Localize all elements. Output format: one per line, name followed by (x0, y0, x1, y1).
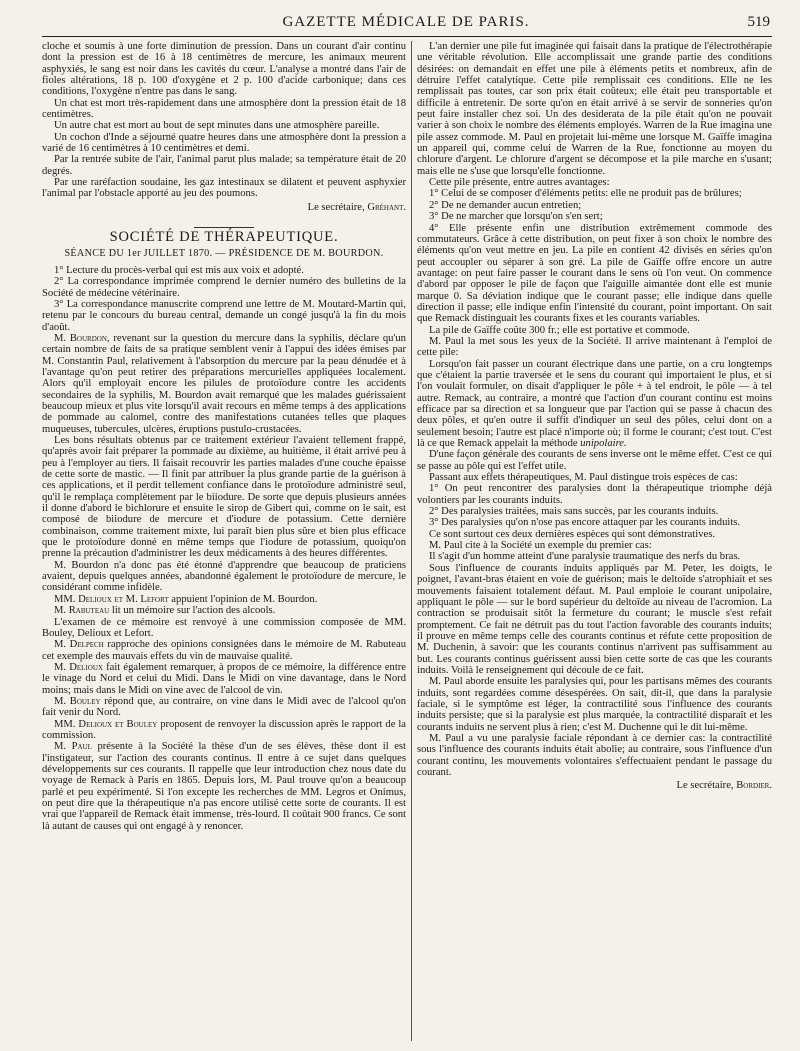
paragraph (42, 696, 406, 719)
speaker-name: M. Delioux (54, 661, 103, 673)
signature-prefix: Le secrétaire, (307, 201, 365, 213)
paragraph (42, 639, 406, 662)
list-item: 3° De ne marcher que lorsqu'on s'en sert; (429, 211, 603, 223)
paragraph-text: présente à la Société la thèse d'un de ses élèves, thèse dont il est l'instigateur, sur l'action des courants continus. Il entre à ce sujet dans quelques développements sur ces courants. Il rappelle que leur introduction chez nous date du voyage de Remack à Paris en 1865. Depuis lors, M. Paul trouve qu'on a beaucoup parlé et peu expérimenté. Si l'on excepte les recherches de MM. Legros et Onimus, on peut dire que la thérapeutique n'a pas encore utilisé cette sorte de courants. Il est vrai que l'appareil de Remack était immense, très-lourd. Il coûtait 900 francs. Ce sont là autant de causes qui ont engagé à y renoncer. (42, 741, 406, 832)
signature-prefix: Le secrétaire, (676, 780, 734, 792)
speaker-name: M. Bourdon, (54, 332, 110, 344)
list-item: 1° Celui de se composer d'éléments petits: elle ne produit pas de brûlures; (429, 188, 742, 200)
paragraph: M. Paul la met sous les yeux de la Société. Il arrive maintenant à l'emploi de cette pile: (417, 335, 772, 359)
paragraph: L'an dernier une pile fut imaginée qui faisait dans la pratique de l'électrothérapie une véritable révolution. Elle accomplissait une grande partie des conditions désirées: on demandait en effet une pile à éléments petits et nombreux, afin de détruire l'effet catalytique. Cette pile remplissait ces conditions. Elle ne les remplissait pas toutes, car son prix était coûteux; elle était peu transportable et difficile à entretenir. De sorte qu'on en était arrivé à se servir de sonneries qu'on peut faire installer chez soi. Un des desiderata de la pile était qu'on ne pouvait varier à son choix le nombre des éléments employés. Warren de la Rue imagina une pile assez commode. M. Paul en projetait lui-même une lorsque M. Gaïffe imagina un appareil qui, comme celui de Warren de la Rue, fonctionne au moyen du chlorure d'argent. Le chlorure d'argent se décompose et la pile marche en s'usant; mais elle ne s'use que lorsqu'elle fonctionne. (417, 41, 772, 177)
paragraph: La pile de Gaïffe coûte 300 fr.; elle est portative et commode. (429, 324, 690, 336)
page-header (42, 10, 770, 34)
paragraph (42, 662, 406, 696)
paragraph: Il s'agit d'un homme atteint d'une paralysie traumatique des nerfs du bras. (429, 551, 741, 563)
emphasis: unipolaire. (580, 438, 627, 450)
paragraph-text: lit un mémoire sur l'action des alcools. (109, 605, 276, 617)
paragraph (42, 741, 406, 832)
paragraph: M. Paul a vu une paralysie faciale répondant à ce dernier cas: la contractilité sous l'influence des courants induits était abolie; au contraire, sous l'influence d'un courant continu, les mouvements volontaires s'effectuaient pendant le passage du courant. (417, 732, 772, 778)
paragraph: Par une raréfaction soudaine, les gaz intestinaux se dilatent et peuvent asphyxier l'animal par l'obstacle apporté au jeu des poumons. (42, 177, 406, 200)
speaker-name: M. Bouley (54, 695, 101, 707)
paragraph (42, 605, 406, 616)
paragraph: Par la rentrée subite de l'air, l'animal parut plus malade; sa température était de 20 degrés. (42, 154, 406, 177)
list-item: 1° On peut rencontrer des paralysies dont la thérapeutique triomphe déjà volontiers par les courants induits. (417, 483, 772, 506)
paragraph-text: fait également remarquer, à propos de ce mémoire, la différence entre le vinage du Nord et celui du Midi. Dans le Midi on vine davantage, dans le Nord moins; mais dans le Midi on vine avec de l'alcool de vin. (42, 661, 406, 696)
left-column (42, 41, 406, 1047)
paragraph: L'examen de ce mémoire est renvoyé à une commission composée de MM. Bouley, Delioux et Lefort. (42, 616, 406, 639)
paragraph: Passant aux effets thérapeutiques, M. Paul distingue trois espèces de cas: (429, 472, 738, 484)
paragraph-text: Lorsqu'on fait passer un courant électrique dans une partie, on a cru longtemps que c'étaient la partie traversée et le sens du courant qui importaient le plus, et si l'on voulait formuler, on disait d'appliquer le pôle + à tel endroit, le pôle — à tel autre. Remack, au contraire, a montré que l'action d'un courant continu est moins efficace par sa direction et sa longueur que par l'action qui se passe à chacun des deux pôles, et qu'en outre il suffit d'indiquer un seul des pôles, celui dont on a seulement besoin; l'autre est placé n'importe où; il forme le courant; c'est tout. C'est là ce que Remack appelait la méthode (417, 358, 772, 450)
speaker-name: MM. Delioux et M. Lefort (54, 593, 169, 605)
paragraph-text: rapproche des opinions consignées dans le mémoire de M. Rabuteau cet exemple des mauvais effets du vin de mauvaise qualité. (42, 639, 406, 662)
session-heading: SÉANCE DU 1er JUILLET 1870. — PRÉSIDENCE DE M. BOURDON. (64, 247, 384, 259)
section-title: SOCIÉTÉ DE THÉRAPEUTIQUE. (109, 229, 339, 246)
signature (417, 780, 772, 791)
paragraph: Ce sont surtout ces deux dernières espèces qui sont démonstratives. (429, 528, 715, 540)
paragraph: M. Paul aborde ensuite les paralysies qui, pour les partisans mêmes des courants induits, sont regardées comme désespérées. On sait, dit-il, que dans la paralysie faciale, si le symptôme est léger, la contractilité sous l'influence des courants induits persiste; que si la paralysie est plus marquée, la contractilité disparaît et les courants induits ne servent plus à rien; c'est M. Duchenne qui le dit lui-même. (417, 676, 772, 733)
paragraph (417, 359, 772, 450)
speaker-name: MM. Delioux et Bouley (54, 718, 158, 730)
agenda-item: 3° La correspondance manuscrite comprend une lettre de M. Moutard-Martin qui, retenu par le concours du bureau central, demande un congé jusqu'à la fin du mois d'août. (42, 298, 406, 333)
speaker-name: M. Paul (54, 741, 92, 753)
paragraph: Un cochon d'Inde a séjourné quatre heures dans une atmosphère dont la pression a varié de 16 centimètres à 10 centimètres et demi. (42, 131, 406, 155)
signature-name: Bordier. (736, 780, 772, 792)
paragraph (42, 719, 406, 742)
list-item: 2° De ne demander aucun entretien; (429, 199, 582, 211)
signature (42, 202, 406, 213)
paragraph: D'une façon générale des courants de sens inverse ont le même effet. C'est ce qui se passe au pôle qui est l'effet utile. (417, 449, 772, 472)
paragraph-text: appuient l'opinion de M. Bourdon. (168, 593, 318, 605)
agenda-item: 2° La correspondance imprimée comprend le dernier numéro des bulletins de la Société de médecine vétérinaire. (42, 276, 406, 299)
agenda-item: 1° Lecture du procès-verbal qui est mis aux voix et adopté. (54, 264, 304, 276)
paragraph: M. Paul cite à la Société un exemple du premier cas: (429, 540, 652, 552)
speaker-name: M. Delpech (54, 639, 104, 651)
list-item: 4° Elle présente enfin une distribution extrêmement commode des commutateurs. Grâce à cette distribution, on peut fixer à son choix le nombre des éléments qu'on veut mettre en jeu. La pile en contient 42 divisés en séries qu'on peut accoupler ou séparer à son gré. La pile de Gaïffe offre encore un autre avantage: on peut faire passer le courant dans le sens où l'on veut. On commence d'abord par opposer le pile de façon que l'aiguille aimantée dont elle est munie marque 0. Sa déviation indique que le courant passe; elle indique dans quelle direction il passe; elle indique enfin l'intensité du courant, point important. On sait que Remack distinguait les courants fixes et les courants variables. (417, 222, 772, 325)
paragraph: Sous l'influence de courants induits appliqués par M. Peter, les doigts, le poignet, l'avant-bras étaient en voie de guérison; mais le deltoïde s'atrophiait et ses mouvements faisaient totalement défaut. M. Paul emploie le courant unipolaire, appliquant le pôle — sur le bord supérieur du deltoïde au niveau de l'acromion. La contraction se produisait sitôt la fermeture du courant; le muscle s'est refait promptement. Ce fait ne détruit pas du tout l'action favorable des courants induits; il prouve en même temps celle des courants continus et réfute cette proposition de M. Duchenin, à savoir: que les courants continus n'arrivent pas suffisamment au but. Les courants continus guérissent aussi bien cette sorte de cas que les courants induits. Voilà le renseignement qui découle de ce fait. (417, 562, 772, 676)
list-item: 2° Des paralysies traitées, mais sans succès, par les courants induits. (429, 506, 719, 518)
paragraph: Un chat est mort très-rapidement dans une atmosphère dont la pression était de 18 centimètres. (42, 97, 406, 121)
paragraph: Cette pile présente, entre autres avantages: (429, 177, 610, 189)
paragraph: cloche et soumis à une forte diminution de pression. Dans un courant d'air continu dont la pression est de 16 à 18 centimètres de mercure, les animaux meurent asphyxiés, le sang est noir dans les cavités du cœur. L'analyse a montré dans l'air de fioles altérations, 18 p. 100 d'oxygène et 2 p. 100 d'acide carbonique; dans ces conditions, l'oxygène n'entre pas dans le sang. (42, 41, 406, 98)
column-divider (411, 41, 412, 1041)
paragraph (42, 594, 406, 605)
paragraph (42, 333, 406, 435)
speaker-name: M. Rabuteau (54, 605, 110, 617)
paragraph-text: revenant sur la question du mercure dans la syphilis, déclare qu'un certain nombre de faits de sa pratique semblent venir à l'appui des idées émises par M. Constantin Paul, relativement à l'absorption du mercure par la peau dénudée et à l'avantage qu'on peut retirer des préparations mercurielles appliquées localement. Alors qu'il employait encore les pilules de protoïodure contre les accidents secondaires de la syphilis, M. Bourdon avait remarqué que les malades guérissaient beaucoup mieux et plus vite lorsqu'il avait recours en même temps à des applications de pommade au calomel, contre des manifestations cutanées telles que plaques muqueuses, tubercules, ulcères, éruptions pustulo-crustacées. (42, 332, 406, 435)
right-column (417, 41, 772, 1047)
journal-title: GAZETTE MÉDICALE DE PARIS. (282, 14, 530, 30)
header-rule (42, 36, 772, 37)
list-item: 3° Des paralysies qu'on n'ose pas encore attaquer par les courants induits. (429, 517, 741, 529)
paragraph: M. Bourdon n'a donc pas été étonné d'apprendre que beaucoup de praticiens avaient, depuis quelques années, abandonné également le protoïodure de mercure, le considérant comme infidèle. (42, 559, 406, 594)
paragraph: Un autre chat est mort au bout de sept minutes dans une atmosphère pareille. (54, 120, 380, 132)
paragraph-text: proposent de renvoyer la discussion après le rapport de la commission. (42, 718, 406, 741)
page-number: 519 (747, 14, 770, 30)
section-separator (194, 227, 254, 228)
signature-name: Gréhant. (367, 201, 406, 213)
paragraph-text: répond que, au contraire, on vine dans le Midi avec de l'alcool qu'on fait venir du Nord. (42, 695, 406, 719)
paragraph: Les bons résultats obtenus par ce traitement extérieur l'avaient tellement frappé, qu'après avoir fait préparer la pommade au dixième, au huitième, il était arrivé peu à peu à l'employer au tiers. Il faisait recouvrir les parties malades d'une couche épaisse de cette sorte de mastic. — Il finit par attribuer la plus grande partie de la guérison à ces applications, et il perdit tellement confiance dans le protoïodure administré seul, qu'il le remplaça complètement par le biiodure. De sorte que depuis plusieurs années il donne d'abord le bichlorure et ensuite le sirop de Gibert qui, comme on le sait, est composé de biiodure de mercure et d'iodure de potassium. Cette dernière combinaison, comme traitement mixte, lui paraît bien plus sûre et bien plus efficace que le protoïodure donné en même temps que l'iodure de potassium, quoiqu'on prenne la précaution d'administrer les deux médicaments à des heures différentes. (42, 435, 406, 560)
